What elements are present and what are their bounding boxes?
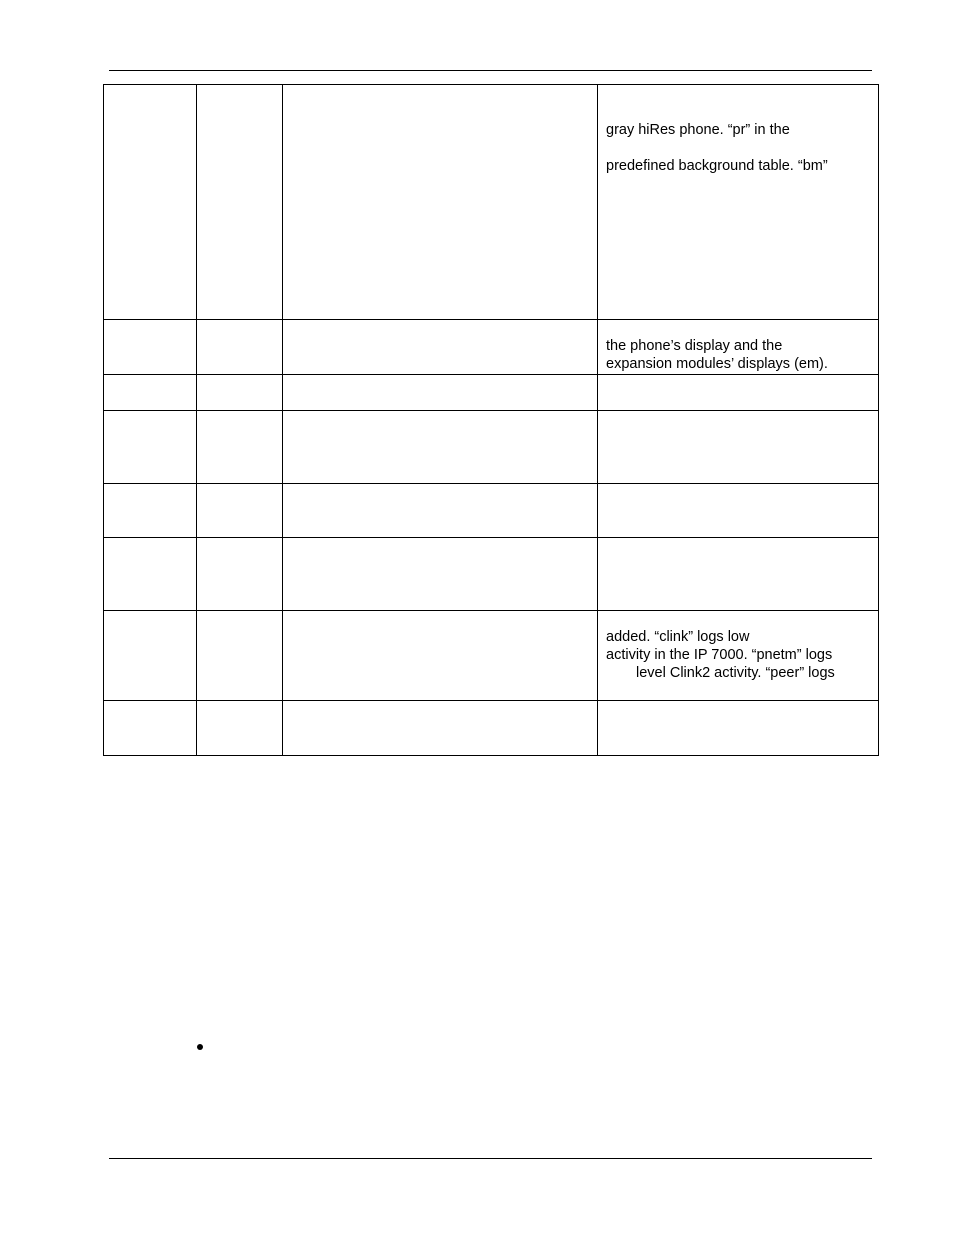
table-cell: [283, 411, 598, 484]
table-cell: [104, 611, 197, 701]
table-cell: [598, 484, 879, 538]
header-rule: [109, 70, 872, 71]
table-row: [104, 411, 879, 484]
table-cell: [197, 611, 283, 701]
table-cell: [283, 375, 598, 411]
cell-text-line: level Clink2 activity. “peer” logs: [636, 665, 835, 681]
table-cell: [598, 611, 879, 701]
cell-text-line: gray hiRes phone. “pr” in the: [606, 122, 790, 138]
table-cell: [283, 320, 598, 375]
cell-text-line: added. “clink” logs low: [606, 629, 750, 645]
table-cell: [104, 538, 197, 611]
table-cell: [598, 375, 879, 411]
cell-text-line: expansion modules’ displays (em).: [606, 356, 828, 372]
table-cell: [197, 320, 283, 375]
table-cell: [197, 701, 283, 756]
table-cell: [104, 320, 197, 375]
table-cell: [283, 611, 598, 701]
table-cell: [283, 484, 598, 538]
table-row: [104, 701, 879, 756]
table-cell: [104, 701, 197, 756]
table-row: [104, 611, 879, 701]
table-cell: [104, 484, 197, 538]
table-cell: [197, 538, 283, 611]
table-cell: [104, 85, 197, 320]
footer-rule: [109, 1158, 872, 1159]
table-cell: [283, 85, 598, 320]
cell-text-line: activity in the IP 7000. “pnetm” logs: [606, 647, 833, 663]
table-cell: [197, 85, 283, 320]
table-cell: [283, 538, 598, 611]
cell-text-line: the phone’s display and the: [606, 338, 783, 354]
table-row: [104, 538, 879, 611]
table-cell: [598, 701, 879, 756]
table-cell: [283, 701, 598, 756]
document-table: [103, 84, 879, 756]
table-cell: [197, 375, 283, 411]
table-row: [104, 375, 879, 411]
bullet-point: [197, 1044, 203, 1050]
table-row: [104, 484, 879, 538]
table-cell: [598, 538, 879, 611]
table-row: [104, 85, 879, 320]
table-cell: [598, 320, 879, 375]
table-cell: [197, 411, 283, 484]
table-cell: [104, 375, 197, 411]
cell-text-line: predefined background table. “bm”: [606, 158, 828, 174]
table-cell: [598, 411, 879, 484]
table-cell: [197, 484, 283, 538]
table-cell: [598, 85, 879, 320]
table-row: [104, 320, 879, 375]
table-cell: [104, 411, 197, 484]
